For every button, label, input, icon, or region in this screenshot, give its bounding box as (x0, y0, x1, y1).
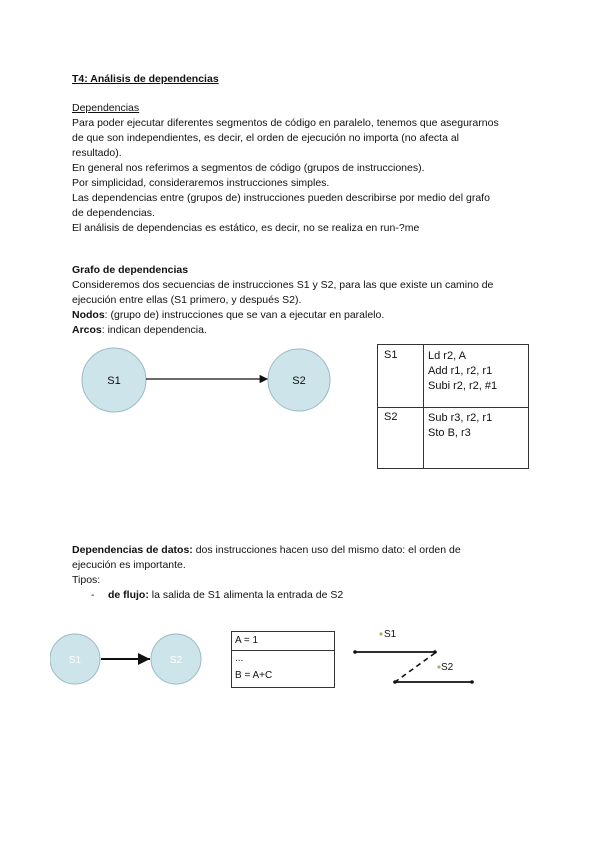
data-dependencies-heading: Dependencias de datos: (72, 544, 193, 556)
nodos-label: Nodos (72, 309, 105, 321)
table-row-label: S2 (384, 411, 398, 423)
data-dependencies-text: dos instrucciones hacen uso del mismo dato: el orden de (192, 544, 461, 556)
instruction-line: Ld r2, A (428, 350, 466, 362)
code-line: B = A+C (235, 670, 273, 681)
code-separator (232, 650, 334, 651)
arcos-text: : indican dependencia. (101, 324, 207, 336)
paragraph-line: El análisis de dependencias es estático, es decir, no se realiza en run-?me (72, 222, 420, 234)
timeline-label-s2: S2 (441, 662, 454, 673)
paragraph-line: ejecución es importante. (72, 559, 186, 571)
node-s1-label: S1 (68, 655, 82, 666)
nodos-text: : (grupo de) instrucciones que se van a ejecutar en paralelo. (104, 309, 385, 321)
table-row (428, 349, 497, 394)
instruction-table (377, 344, 529, 469)
paragraph-line: de que son independientes, es decir, el orden de ejecución no importa (no afecta al (72, 132, 460, 144)
paragraph-line: Para poder ejecutar diferentes segmentos de código en paralelo, tenemos que asegurarnos (72, 117, 499, 129)
paragraph-line: En general nos referimos a segmentos de código (grupos de instrucciones). (72, 162, 425, 174)
code-line: A = 1 (235, 635, 259, 646)
tipos-label: Tipos: (72, 574, 101, 586)
endpoint-dot-icon (393, 680, 397, 684)
node-s2-label: S2 (292, 375, 306, 387)
paragraph-line: resultado). (72, 147, 122, 159)
bullet-item-label: de flujo: (108, 589, 149, 601)
page-title: T4: Análisis de dependencias (72, 73, 219, 85)
bullet-item-flujo (108, 588, 343, 602)
nodos-definition (72, 308, 384, 322)
paragraph-line: de dependencias. (72, 207, 155, 219)
dependency-dashed-link (395, 653, 435, 682)
paragraph-line: ejecución entre ellas (S1 primero, y después S2). (72, 294, 302, 306)
dependency-graph (80, 343, 340, 423)
flow-dependency-graph (50, 625, 220, 695)
paragraph-line: Por simplicidad, consideraremos instrucciones simples. (72, 177, 330, 189)
endpoint-dot-icon (353, 650, 357, 654)
section-heading-grafo: Grafo de dependencias (72, 264, 189, 276)
data-dependencies-line (72, 543, 461, 557)
s1-marker-icon (379, 632, 382, 635)
paragraph-line: Consideremos dos secuencias de instrucciones S1 y S2, para las que existe un camino de (72, 279, 494, 291)
arcos-definition (72, 323, 207, 337)
table-row-label: S1 (384, 349, 398, 361)
table-divider (378, 407, 528, 408)
endpoint-dot-icon (470, 680, 474, 684)
instruction-line: Subi r2, r2, #1 (428, 380, 498, 392)
instruction-line: Add r1, r2, r1 (428, 365, 493, 377)
section-heading-dependencias: Dependencias (72, 102, 140, 114)
instruction-line: Sto B, r3 (428, 427, 471, 439)
bullet-item-text: la salida de S1 alimenta la entrada de S2 (148, 589, 344, 601)
node-s1-label: S1 (107, 375, 121, 387)
node-s2-label: S2 (169, 655, 183, 666)
arcos-label: Arcos (72, 324, 102, 336)
paragraph-line: Las dependencias entre (grupos de) instrucciones pueden describirse por medio del grafo (72, 192, 490, 204)
bullet-marker: - (91, 589, 95, 601)
code-box (231, 631, 335, 688)
instruction-line: Sub r3, r2, r1 (428, 412, 493, 424)
code-line: ... (235, 653, 244, 664)
table-row (428, 411, 492, 441)
timeline-label-s1: S1 (384, 629, 397, 640)
execution-timeline (350, 622, 480, 690)
